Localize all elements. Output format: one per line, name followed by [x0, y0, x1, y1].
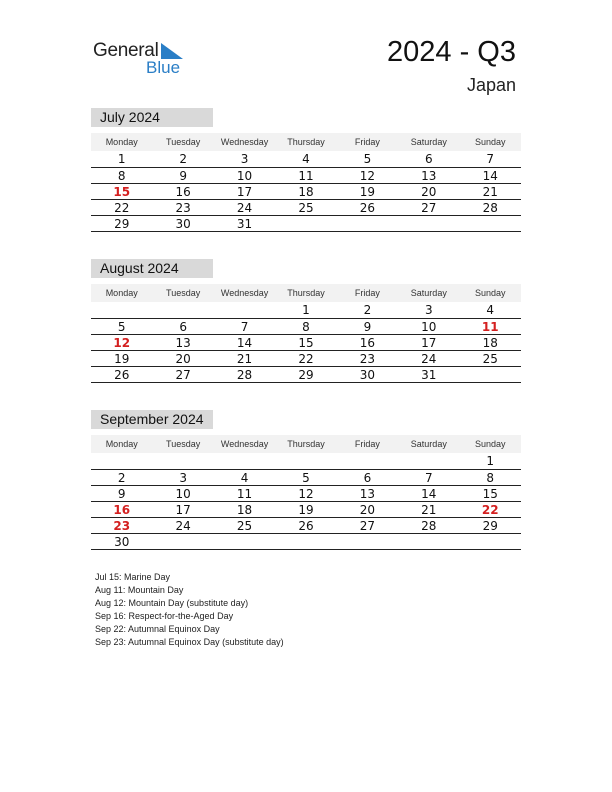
brand-blue: Blue	[146, 58, 181, 77]
weekday-header	[91, 284, 521, 302]
day-cell: 20	[359, 503, 376, 517]
brand-logo	[93, 40, 213, 80]
week-row	[91, 518, 521, 534]
day-cell	[214, 534, 275, 549]
day-cell: 22	[481, 503, 499, 517]
day-cell: 2	[117, 471, 126, 485]
day-cell: 2	[363, 303, 372, 317]
day-cell: 14	[421, 487, 437, 501]
day-cell: 11	[298, 169, 314, 183]
day-cell: 16	[175, 185, 191, 199]
day-cell: 4	[302, 152, 310, 166]
day-cell	[460, 367, 521, 382]
weekday-label: Tuesday	[166, 439, 201, 449]
day-cell: 12	[359, 169, 376, 183]
day-cell: 26	[114, 368, 130, 382]
week-row	[91, 335, 521, 351]
day-cell	[398, 453, 459, 469]
day-cell: 9	[117, 487, 126, 501]
weekday-label: Sunday	[474, 439, 506, 449]
day-cell	[275, 453, 336, 469]
day-cell: 24	[236, 201, 253, 215]
day-cell: 5	[302, 471, 310, 485]
week-row	[91, 184, 521, 200]
week-row	[91, 216, 521, 232]
day-cell: 3	[240, 152, 249, 166]
week-row	[91, 470, 521, 486]
day-cell: 5	[117, 320, 126, 334]
day-cell: 14	[236, 336, 253, 350]
day-cell: 1	[117, 152, 126, 166]
weekday-header	[91, 435, 521, 453]
day-cell: 25	[482, 352, 498, 366]
day-cell: 18	[482, 336, 498, 350]
weekday-label: Sunday	[474, 288, 506, 298]
week-row	[91, 502, 521, 518]
day-cell	[460, 216, 521, 231]
holiday-notes	[95, 571, 284, 649]
day-cell: 19	[114, 352, 130, 366]
day-cell	[152, 453, 213, 469]
weekday-header	[91, 133, 521, 151]
weekday-label: Thursday	[287, 288, 325, 298]
month-september	[91, 410, 521, 550]
day-cell	[337, 534, 398, 549]
day-cell: 20	[421, 185, 437, 199]
day-cell: 7	[425, 471, 433, 485]
weekday-label: Monday	[105, 137, 138, 147]
weekday-label: Friday	[354, 137, 380, 147]
holiday-note: Sep 22: Autumnal Equinox Day	[95, 624, 220, 634]
day-cell: 17	[236, 185, 253, 199]
week-row	[91, 351, 521, 367]
holiday-note: Jul 15: Marine Day	[95, 572, 171, 582]
day-cell: 10	[421, 320, 437, 334]
holiday-note: Aug 12: Mountain Day (substitute day)	[95, 598, 249, 608]
day-cell	[337, 453, 398, 469]
day-cell	[337, 216, 398, 231]
day-cell: 23	[359, 352, 376, 366]
day-cell	[398, 534, 459, 549]
day-cell: 15	[113, 185, 131, 199]
day-cell: 10	[175, 487, 191, 501]
day-cell: 23	[113, 519, 131, 533]
week-row	[91, 367, 521, 383]
day-cell: 21	[421, 503, 437, 517]
day-cell: 4	[240, 471, 249, 485]
weekday-label: Thursday	[287, 439, 325, 449]
weekday-label: Wednesday	[220, 288, 269, 298]
weekday-label: Wednesday	[220, 439, 269, 449]
day-cell: 15	[298, 336, 314, 350]
weekday-label: Saturday	[410, 439, 447, 449]
day-cell	[152, 534, 213, 549]
weekday-label: Wednesday	[220, 137, 269, 147]
month-label: September 2024	[91, 410, 213, 429]
weekday-label: Monday	[105, 439, 138, 449]
day-cell: 14	[482, 169, 498, 183]
day-cell: 19	[298, 503, 314, 517]
day-cell: 30	[114, 535, 130, 549]
day-cell: 2	[179, 152, 187, 166]
day-cell: 28	[421, 519, 437, 533]
day-cell: 18	[236, 503, 253, 517]
month-label: August 2024	[91, 259, 213, 278]
day-cell: 17	[175, 503, 191, 517]
weekday-label: Tuesday	[166, 288, 201, 298]
week-row	[91, 453, 521, 470]
brand-general: General	[93, 40, 159, 61]
month-august	[91, 259, 521, 383]
logo-triangle-icon	[161, 43, 183, 59]
day-cell: 25	[236, 519, 253, 533]
weekday-label: Sunday	[474, 137, 506, 147]
day-cell: 8	[117, 169, 126, 183]
week-row	[91, 319, 521, 335]
week-row	[91, 486, 521, 502]
day-cell: 24	[421, 352, 437, 366]
day-cell: 18	[298, 185, 314, 199]
day-cell: 17	[421, 336, 437, 350]
weekday-label: Saturday	[410, 137, 447, 147]
month-july	[91, 108, 521, 232]
day-cell: 21	[482, 185, 498, 199]
weekday-label: Friday	[354, 439, 380, 449]
month-label: July 2024	[91, 108, 213, 127]
day-cell: 5	[363, 152, 372, 166]
day-cell: 15	[482, 487, 498, 501]
week-row	[91, 302, 521, 319]
weekday-label: Thursday	[287, 137, 325, 147]
day-cell: 3	[425, 303, 433, 317]
country-name: Japan	[466, 75, 516, 95]
weekday-label: Saturday	[410, 288, 447, 298]
day-cell: 29	[298, 368, 314, 382]
day-cell: 1	[302, 303, 310, 317]
day-cell	[152, 302, 213, 318]
day-cell: 23	[175, 201, 191, 215]
day-cell: 10	[236, 169, 253, 183]
day-cell: 9	[179, 169, 187, 183]
day-cell	[91, 302, 152, 318]
day-cell: 4	[486, 303, 495, 317]
weekday-label: Monday	[105, 288, 138, 298]
day-cell: 7	[486, 152, 495, 166]
day-cell: 13	[175, 336, 191, 350]
day-cell: 22	[298, 352, 314, 366]
day-cell: 8	[302, 320, 310, 334]
day-cell: 3	[179, 471, 187, 485]
week-row	[91, 534, 521, 550]
day-cell: 12	[113, 336, 131, 350]
week-row	[91, 151, 521, 168]
week-row	[91, 200, 521, 216]
day-cell	[214, 302, 275, 318]
day-cell: 8	[486, 471, 495, 485]
page-title: 2024 - Q3	[387, 36, 516, 68]
day-cell: 25	[298, 201, 314, 215]
day-cell: 6	[363, 471, 372, 485]
weekday-label: Friday	[354, 288, 380, 298]
day-cell: 24	[175, 519, 191, 533]
day-cell	[214, 453, 275, 469]
day-cell: 1	[486, 454, 495, 468]
day-cell: 27	[421, 201, 437, 215]
day-cell: 29	[482, 519, 498, 533]
day-cell: 11	[481, 320, 499, 334]
day-cell	[460, 534, 521, 549]
day-cell: 7	[240, 320, 249, 334]
day-cell: 29	[114, 217, 130, 231]
holiday-note: Sep 23: Autumnal Equinox Day (substitute day)	[95, 637, 284, 647]
day-cell: 16	[359, 336, 376, 350]
holiday-note: Sep 16: Respect-for-the-Aged Day	[95, 611, 234, 621]
day-cell: 21	[236, 352, 253, 366]
day-cell: 6	[425, 152, 433, 166]
holiday-note: Aug 11: Mountain Day	[95, 585, 184, 595]
day-cell: 12	[298, 487, 314, 501]
day-cell	[91, 453, 152, 469]
day-cell: 31	[421, 368, 437, 382]
day-cell: 30	[359, 368, 376, 382]
day-cell: 20	[175, 352, 191, 366]
day-cell	[275, 216, 336, 231]
day-cell: 6	[179, 320, 187, 334]
day-cell: 31	[236, 217, 253, 231]
day-cell: 28	[236, 368, 253, 382]
day-cell: 13	[359, 487, 376, 501]
day-cell: 28	[482, 201, 498, 215]
day-cell: 27	[359, 519, 376, 533]
day-cell	[275, 534, 336, 549]
week-row	[91, 168, 521, 184]
day-cell: 30	[175, 217, 191, 231]
day-cell: 27	[175, 368, 191, 382]
day-cell: 22	[114, 201, 130, 215]
day-cell: 26	[359, 201, 376, 215]
weekday-label: Tuesday	[166, 137, 201, 147]
day-cell: 26	[298, 519, 314, 533]
day-cell: 9	[363, 320, 372, 334]
day-cell: 19	[359, 185, 376, 199]
day-cell: 16	[113, 503, 131, 517]
day-cell: 13	[421, 169, 437, 183]
day-cell: 11	[236, 487, 253, 501]
day-cell	[398, 216, 459, 231]
